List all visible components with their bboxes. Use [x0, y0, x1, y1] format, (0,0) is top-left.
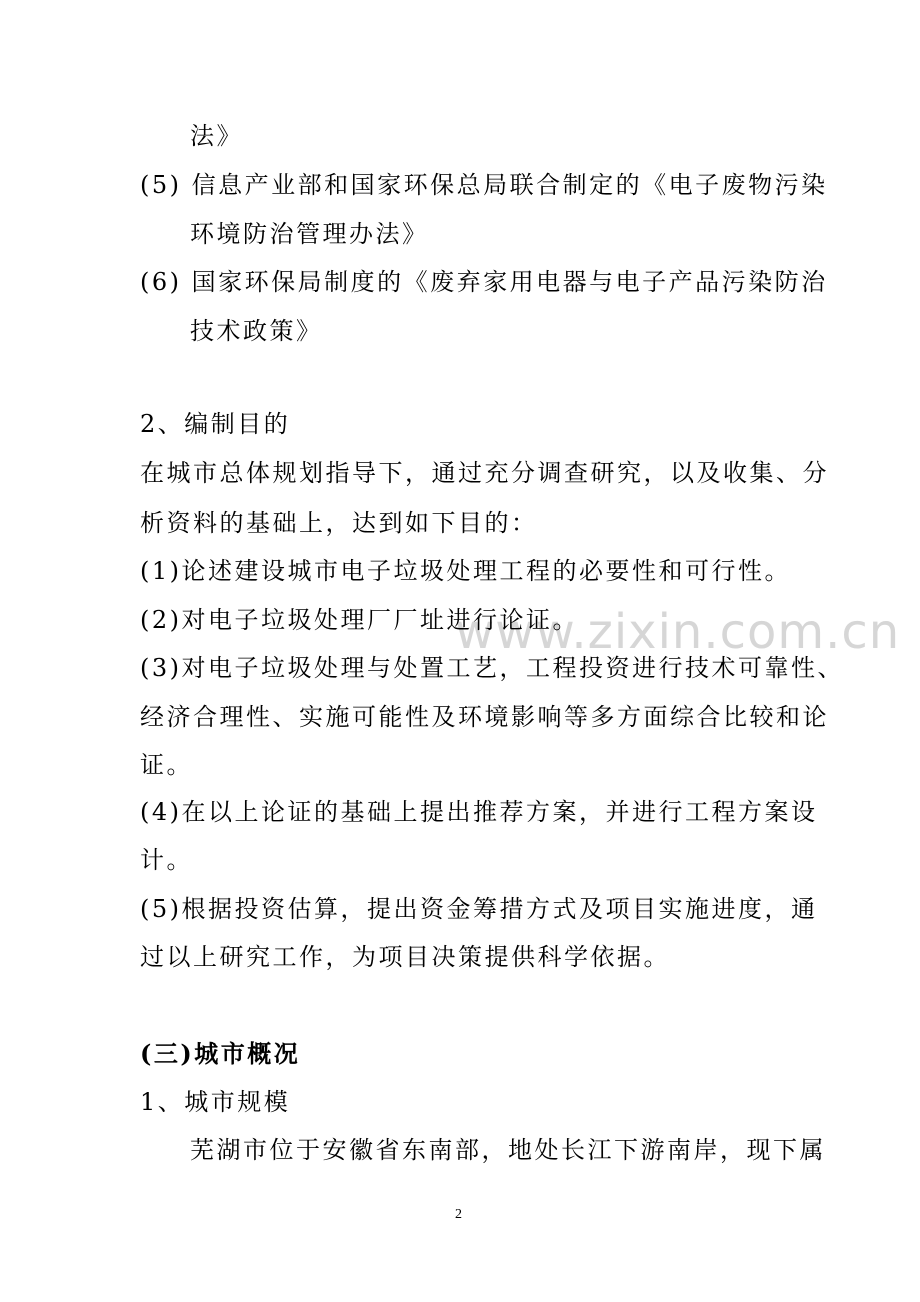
page-number: 2 — [455, 1207, 462, 1222]
paragraph-line: 过以上研究工作，为项目决策提供科学依据。 — [140, 943, 670, 971]
list-item: (4)在以上论证的基础上提出推荐方案，并进行工程方案设 — [140, 798, 818, 826]
list-item: (5) 信息产业部和国家环保总局联合制定的《电子废物污染 — [140, 171, 828, 199]
paragraph-line: 析资料的基础上，达到如下目的： — [140, 509, 538, 537]
text-line: 法》 — [190, 122, 243, 150]
text-line: 技术政策》 — [190, 317, 323, 345]
list-item: (5)根据投资估算，提出资金筹措方式及项目实施进度，通 — [140, 895, 818, 923]
text-line: 环境防治管理办法》 — [190, 220, 429, 248]
paragraph-line: 在城市总体规划指导下，通过充分调查研究，以及收集、分 — [140, 459, 829, 487]
section-heading: 2、编制目的 — [140, 410, 291, 438]
paragraph-line: 芜湖市位于安徽省东南部，地处长江下游南岸，现下属 — [190, 1136, 826, 1164]
subsection-heading: 1、城市规模 — [140, 1088, 291, 1116]
section-title: (三)城市概况 — [140, 1039, 301, 1068]
watermark: www.zixin.com.cn — [455, 604, 901, 660]
paragraph-line: 经济合理性、实施可能性及环境影响等多方面综合比较和论 — [140, 703, 829, 731]
paragraph-line: 证。 — [140, 751, 193, 779]
list-item: (6) 国家环保局制度的《废弃家用电器与电子产品污染防治 — [140, 268, 828, 296]
paragraph-line: 计。 — [140, 846, 193, 874]
list-item: (3)对电子垃圾处理与处置工艺，工程投资进行技术可靠性、 — [140, 654, 844, 682]
list-item: (2)对电子垃圾处理厂厂址进行论证。 — [140, 606, 579, 634]
list-item: (1)论述建设城市电子垃圾处理工程的必要性和可行性。 — [140, 557, 791, 585]
